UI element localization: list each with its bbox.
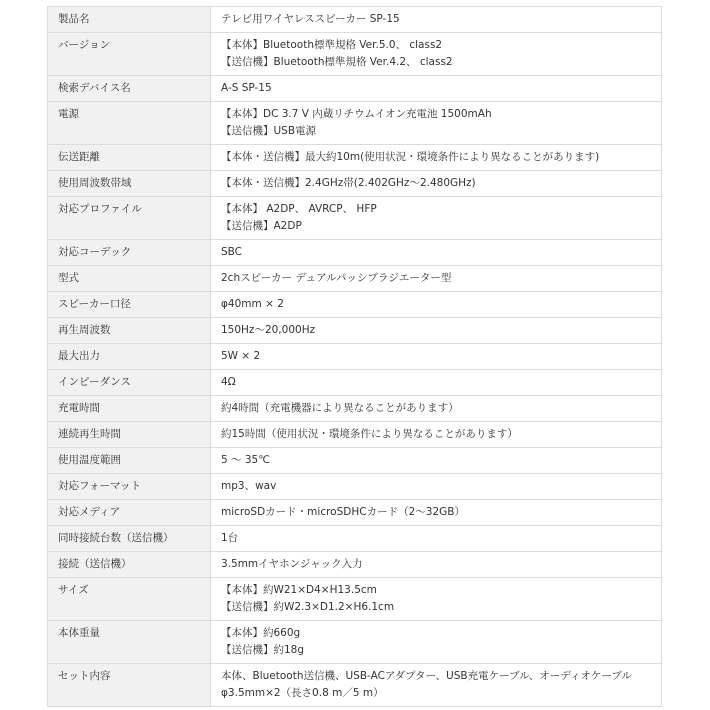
- spec-label: 同時接続台数（送信機）: [48, 526, 211, 552]
- spec-value-line: 【送信機】USB電源: [221, 125, 317, 137]
- spec-row: [48, 240, 662, 266]
- spec-value-line: 2chスピーカー デュアルパッシブラジエーター型: [221, 272, 452, 284]
- spec-value: [211, 526, 662, 552]
- spec-value-line: 【本体】DC 3.7 V 内蔵リチウムイオン充電池 1500mAh: [221, 108, 492, 120]
- spec-value: [211, 474, 662, 500]
- spec-label: 対応コーデック: [48, 240, 211, 266]
- spec-label: 使用周波数帯域: [48, 171, 211, 197]
- spec-value: [211, 292, 662, 318]
- spec-label: スピーカー口径: [48, 292, 211, 318]
- spec-value: [211, 7, 662, 33]
- spec-label: バージョン: [48, 33, 211, 76]
- spec-label: 製品名: [48, 7, 211, 33]
- spec-table: [47, 6, 662, 707]
- spec-value-line: 【本体】約W21×D4×H13.5cm: [221, 584, 377, 596]
- spec-row: [48, 448, 662, 474]
- spec-row: [48, 33, 662, 76]
- spec-value-line: microSDカード・microSDHCカード（2～32GB）: [221, 506, 465, 518]
- spec-value: [211, 76, 662, 102]
- spec-value: [211, 422, 662, 448]
- spec-label: セット内容: [48, 664, 211, 707]
- spec-label: 対応プロファイル: [48, 197, 211, 240]
- spec-label: 型式: [48, 266, 211, 292]
- spec-value-line: 【本体】Bluetooth標準規格 Ver.5.0、 class2: [221, 39, 443, 51]
- spec-label: 充電時間: [48, 396, 211, 422]
- spec-value: [211, 240, 662, 266]
- spec-row: [48, 474, 662, 500]
- spec-row: [48, 102, 662, 145]
- spec-value: [211, 552, 662, 578]
- spec-row: [48, 396, 662, 422]
- spec-row: [48, 76, 662, 102]
- spec-value: [211, 318, 662, 344]
- spec-row: [48, 171, 662, 197]
- spec-value-line: SBC: [221, 246, 243, 258]
- spec-value: [211, 370, 662, 396]
- spec-value-line: φ40mm × 2: [221, 298, 284, 310]
- spec-row: [48, 526, 662, 552]
- spec-value-line: 3.5mmイヤホンジャック入力: [221, 558, 363, 570]
- spec-row: [48, 344, 662, 370]
- spec-value: [211, 664, 662, 707]
- spec-value: [211, 396, 662, 422]
- spec-label: 伝送距離: [48, 145, 211, 171]
- spec-label: 対応フォーマット: [48, 474, 211, 500]
- spec-value: [211, 33, 662, 76]
- spec-value-line: 4Ω: [221, 376, 236, 388]
- spec-value-line: 【送信機】約W2.3×D1.2×H6.1cm: [221, 601, 395, 613]
- spec-value-line: 【送信機】約18g: [221, 644, 305, 656]
- spec-row: [48, 266, 662, 292]
- spec-value-line: 【本体・送信機】2.4GHz帯(2.402GHz～2.480GHz): [221, 177, 476, 189]
- spec-value: [211, 448, 662, 474]
- spec-row: [48, 292, 662, 318]
- spec-label: サイズ: [48, 578, 211, 621]
- spec-row: [48, 318, 662, 344]
- spec-value: [211, 145, 662, 171]
- spec-value: [211, 621, 662, 664]
- spec-label: インピーダンス: [48, 370, 211, 396]
- spec-value-line: A-S SP-15: [221, 82, 272, 94]
- spec-value-line: 5 ～ 35℃: [221, 454, 271, 466]
- spec-value: [211, 500, 662, 526]
- spec-value-line: 【本体】約660g: [221, 627, 301, 639]
- spec-value-line: 【本体】 A2DP、 AVRCP、 HFP: [221, 203, 377, 215]
- spec-value-line: 【送信機】A2DP: [221, 220, 302, 232]
- spec-label: 本体重量: [48, 621, 211, 664]
- spec-row: [48, 664, 662, 707]
- spec-row: [48, 422, 662, 448]
- spec-label: 電源: [48, 102, 211, 145]
- spec-row: [48, 145, 662, 171]
- spec-value-line: 【送信機】Bluetooth標準規格 Ver.4.2、 class2: [221, 56, 453, 68]
- spec-value-line: テレビ用ワイヤレススピーカー SP-15: [221, 13, 400, 25]
- spec-value-line: 約15時間（使用状況・環境条件により異なることがあります）: [221, 428, 518, 440]
- spec-label: 検索デバイス名: [48, 76, 211, 102]
- spec-value-line: 本体、Bluetooth送信機、USB-ACアダプター、USB充電ケーブル、オーディオケーブル φ3.5mm×2（長さ0.8 m／5 m）: [221, 670, 632, 699]
- spec-value: [211, 578, 662, 621]
- spec-value: [211, 197, 662, 240]
- spec-row: [48, 552, 662, 578]
- spec-row: [48, 370, 662, 396]
- spec-label: 連続再生時間: [48, 422, 211, 448]
- spec-table-body: [48, 7, 662, 707]
- spec-label: 対応メディア: [48, 500, 211, 526]
- spec-value-line: mp3、wav: [221, 480, 277, 492]
- spec-label: 接続（送信機）: [48, 552, 211, 578]
- spec-value-line: 【本体・送信機】最大約10m(使用状況・環境条件により異なることがあります): [221, 151, 600, 163]
- spec-value-line: 約4時間（充電機器により異なることがあります）: [221, 402, 459, 414]
- spec-label: 最大出力: [48, 344, 211, 370]
- spec-value: [211, 344, 662, 370]
- spec-row: [48, 500, 662, 526]
- spec-value: [211, 171, 662, 197]
- spec-value-line: 1台: [221, 532, 239, 544]
- spec-row: [48, 197, 662, 240]
- spec-row: [48, 7, 662, 33]
- spec-label: 使用温度範囲: [48, 448, 211, 474]
- spec-row: [48, 621, 662, 664]
- spec-value: [211, 102, 662, 145]
- spec-value: [211, 266, 662, 292]
- spec-value-line: 5W × 2: [221, 350, 261, 362]
- spec-row: [48, 578, 662, 621]
- spec-value-line: 150Hz～20,000Hz: [221, 324, 316, 336]
- spec-label: 再生周波数: [48, 318, 211, 344]
